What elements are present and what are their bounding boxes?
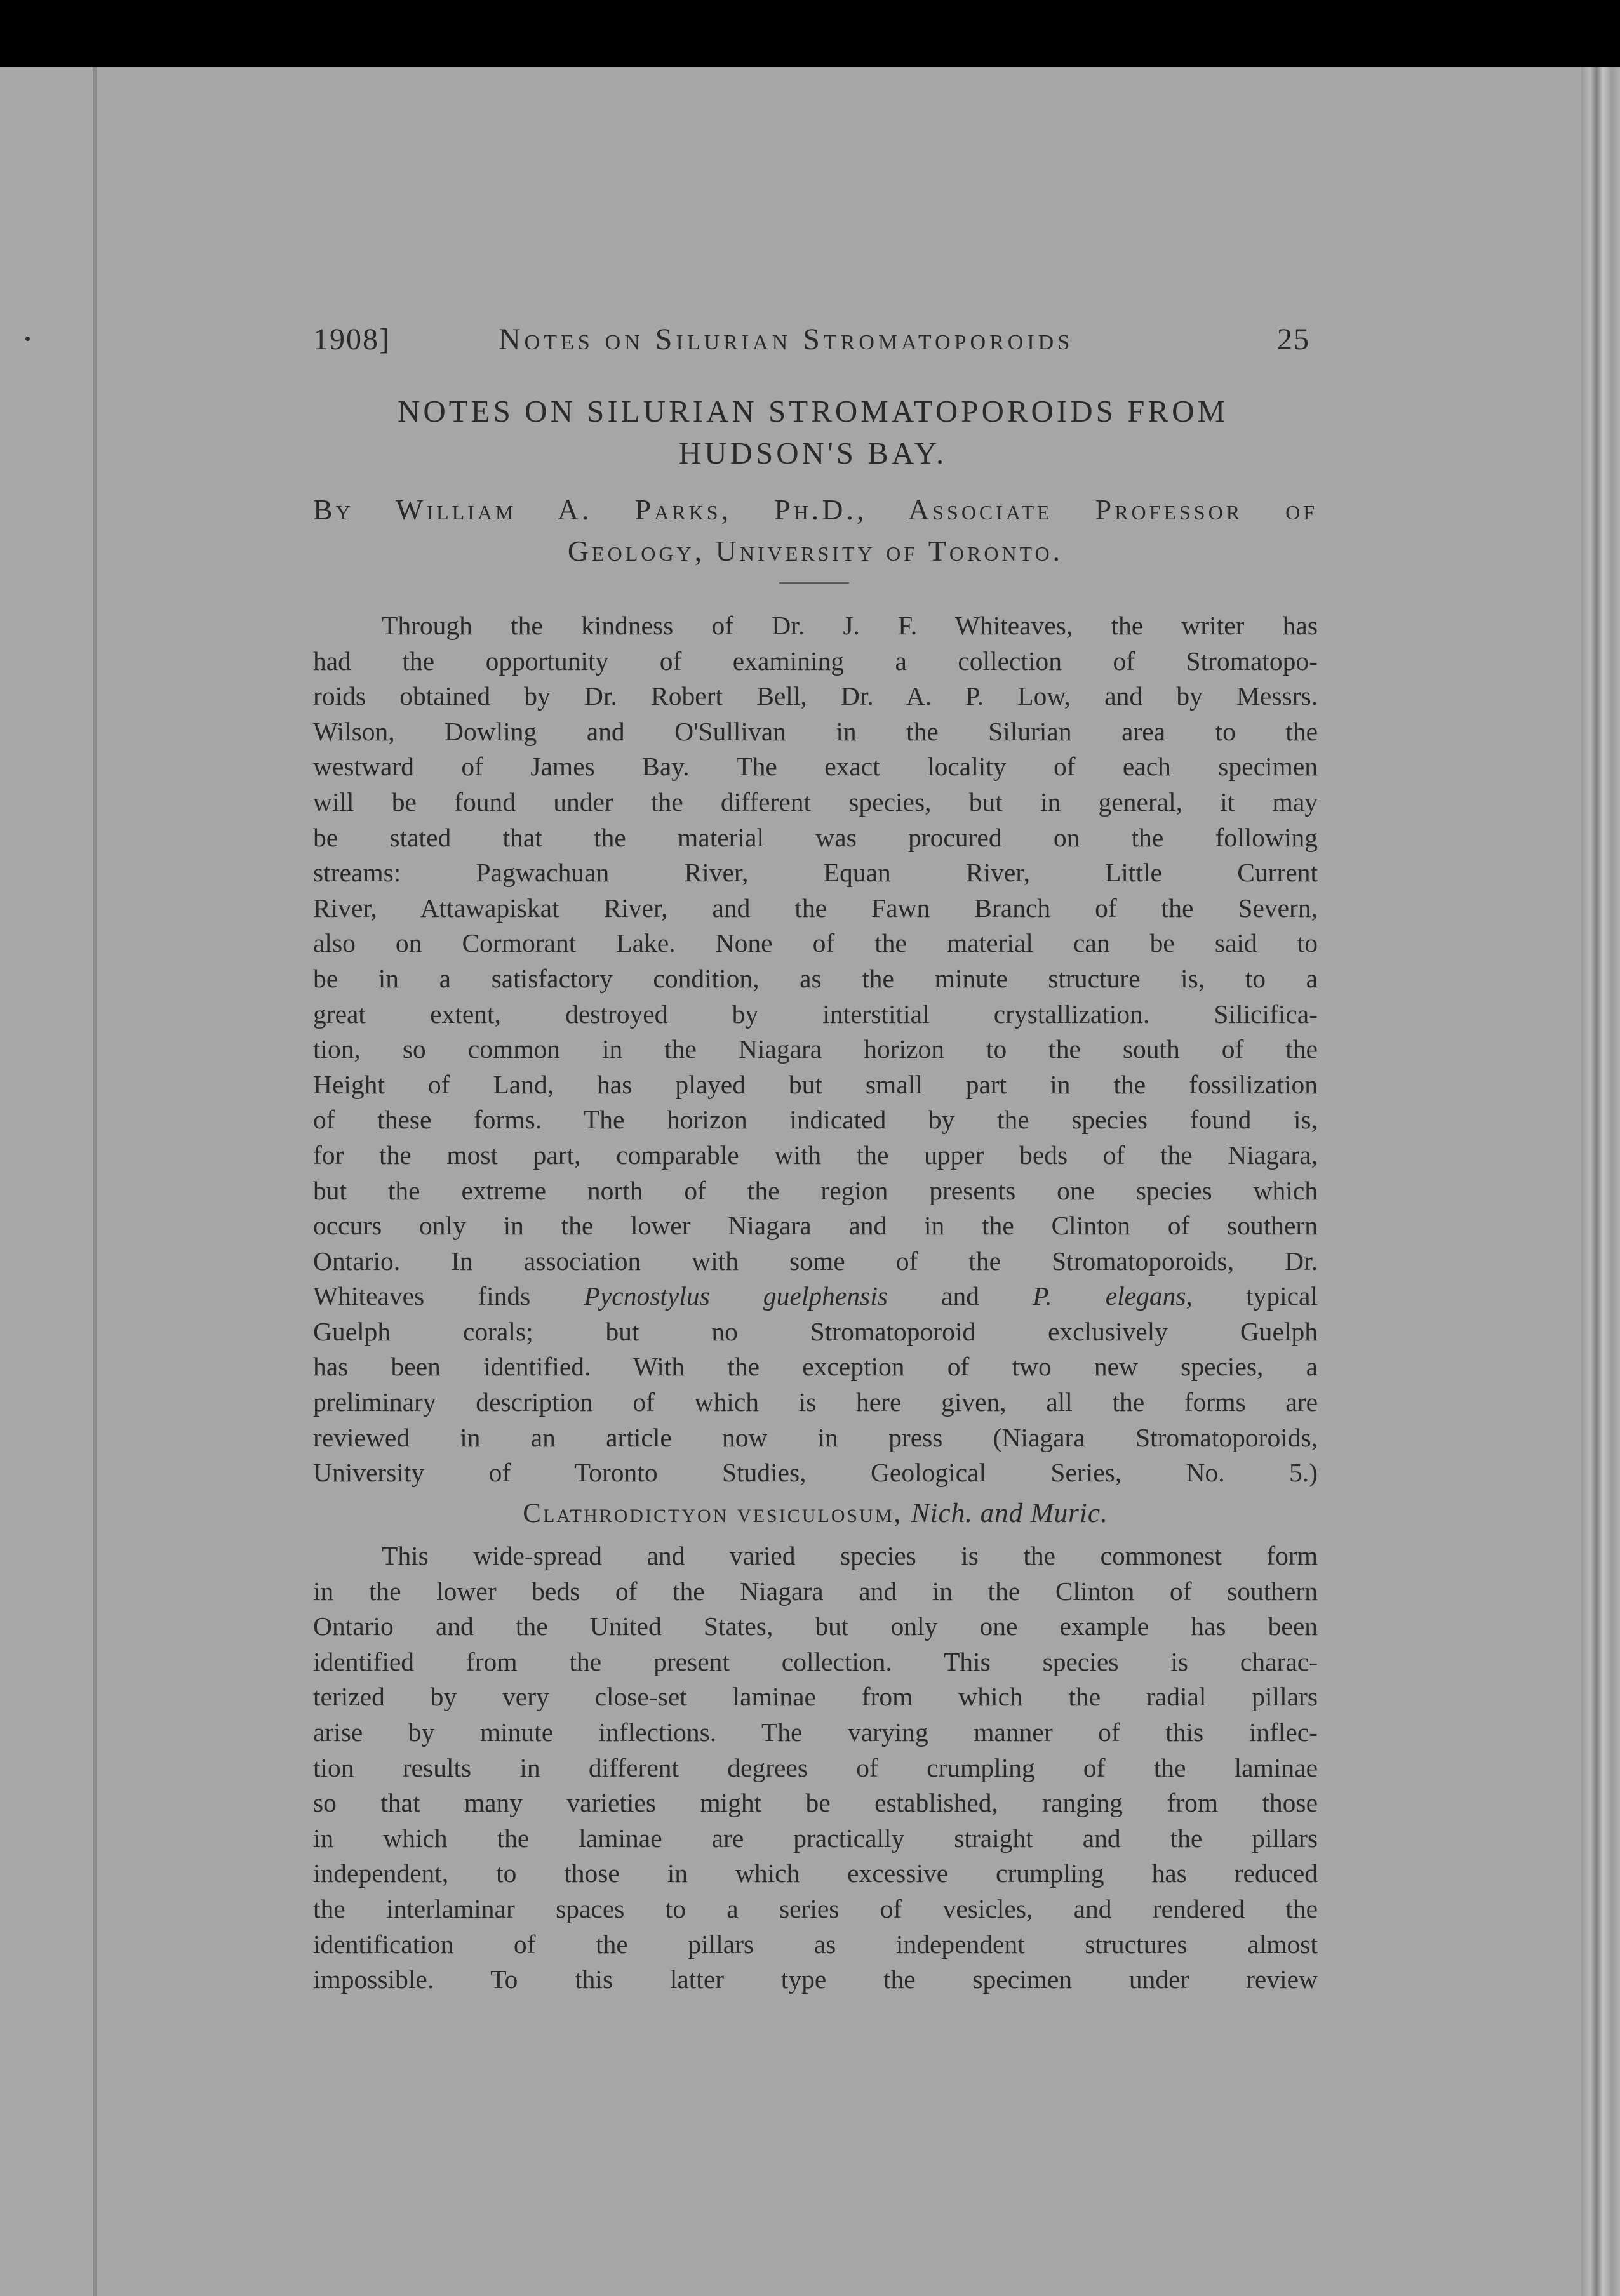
text-line: River, Attawapiskat River, and the Fawn Branch of the Severn, (313, 893, 1318, 923)
section-heading-species: Clathrodictyon vesiculosum, (523, 1498, 911, 1528)
page-number: 25 (1277, 323, 1310, 356)
running-head-title: Notes on Silurian Stromatoporoids (499, 323, 1074, 356)
text-line: will be found under the different species, but in general, it may (313, 787, 1318, 817)
text-line: also on Cormorant Lake. None of the material can be said to (313, 928, 1318, 958)
text-line: great extent, destroyed by interstitial crystallization. Silicifica- (313, 999, 1318, 1029)
text-line: in which the laminae are practically straight and the pillars (313, 1823, 1318, 1853)
page-gutter (93, 67, 97, 2296)
text-run: and (887, 1281, 1033, 1311)
text-line: Ontario. In association with some of the Stromatoporoids, Dr. (313, 1246, 1318, 1276)
text-line: University of Toronto Studies, Geological Series, No. 5.) (313, 1458, 1318, 1488)
text-line: Wilson, Dowling and O'Sullivan in the Silurian area to the (313, 716, 1318, 746)
species-name: Pycnostylus guelphensis (584, 1281, 888, 1311)
paragraph-clathrodictyon (313, 1538, 1318, 1998)
text-line: reviewed in an article now in press (Niagara Stromatoporoids, (313, 1422, 1318, 1452)
byline-line: By William A. Parks, Ph.D., Associate Professor of (313, 493, 1318, 526)
paragraph-intro (313, 608, 1318, 1491)
text-line: Guelph corals; but no Stromatoporoid exclusively Guelph (313, 1316, 1318, 1346)
section-heading-authors: Nich. and Muric. (911, 1498, 1108, 1528)
text-line (313, 1279, 1318, 1314)
text-line: terized by very close-set laminae from which the radial pillars (313, 1682, 1318, 1712)
author-byline (313, 489, 1318, 571)
text-line: tion results in different degrees of crumpling of the laminae (313, 1752, 1318, 1782)
text-line: identification of the pillars as independent structures almost (313, 1929, 1318, 1959)
text-line: of these forms. The horizon indicated by the species found is, (313, 1105, 1318, 1135)
text-line: arise by minute inflections. The varying manner of this inflec- (313, 1717, 1318, 1747)
text-line: has been identified. With the exception of two new species, a (313, 1352, 1318, 1382)
text-line: identified from the present collection. This species is charac- (313, 1646, 1318, 1676)
article-title (273, 390, 1353, 474)
text-line: be in a satisfactory condition, as the minute structure is, to a (313, 963, 1318, 993)
running-head-year: 1908] (313, 323, 391, 356)
text-line: Through the kindness of Dr. J. F. Whiteaves, the writer has (382, 611, 1318, 640)
byline-line: Geology, University of Toronto. (567, 535, 1064, 567)
text-line: occurs only in the lower Niagara and in the Clinton of southern (313, 1211, 1318, 1241)
text-line: tion, so common in the Niagara horizon to the south of the (313, 1034, 1318, 1064)
title-divider (779, 582, 849, 584)
text-line: be stated that the material was procured on the following (313, 822, 1318, 852)
article-title-line: HUDSON'S BAY. (678, 436, 947, 471)
text-line: preliminary description of which is here given, all the forms are (313, 1387, 1318, 1417)
text-line: so that many varieties might be established, ranging from those (313, 1788, 1318, 1818)
text-line: had the opportunity of examining a collection of Stromatopo- (313, 646, 1318, 676)
text-line: Height of Land, has played but small part in the fossilization (313, 1069, 1318, 1099)
text-run: , typical (1186, 1281, 1318, 1311)
text-line: in the lower beds of the Niagara and in the Clinton of southern (313, 1576, 1318, 1606)
text-line: independent, to those in which excessive crumpling has reduced (313, 1859, 1318, 1888)
text-line: impossible. To this latter type the specimen under review (313, 1965, 1318, 1994)
text-line: streams: Pagwachuan River, Equan River, Little Current (313, 858, 1318, 888)
text-line: This wide-spread and varied species is the commonest form (382, 1541, 1318, 1570)
text-line: for the most part, comparable with the upper beds of the Niagara, (313, 1140, 1318, 1170)
text-line: westward of James Bay. The exact locality of each specimen (313, 752, 1318, 782)
section-heading (313, 1495, 1318, 1533)
text-run: Whiteaves finds (313, 1281, 584, 1311)
text-line: roids obtained by Dr. Robert Bell, Dr. A. P. Low, and by Messrs. (313, 681, 1318, 711)
scanner-left-margin (0, 67, 94, 2296)
scan-speck (25, 337, 30, 341)
article-title-line: NOTES ON SILURIAN STROMATOPOROIDS FROM (397, 394, 1229, 429)
text-line: but the extreme north of the region presents one species which (313, 1175, 1318, 1205)
species-name: P. elegans (1033, 1281, 1186, 1311)
text-line: the interlaminar spaces to a series of vesicles, and rendered the (313, 1893, 1318, 1923)
text-line: Ontario and the United States, but only one example has been (313, 1612, 1318, 1641)
page-edges (1581, 67, 1620, 2296)
